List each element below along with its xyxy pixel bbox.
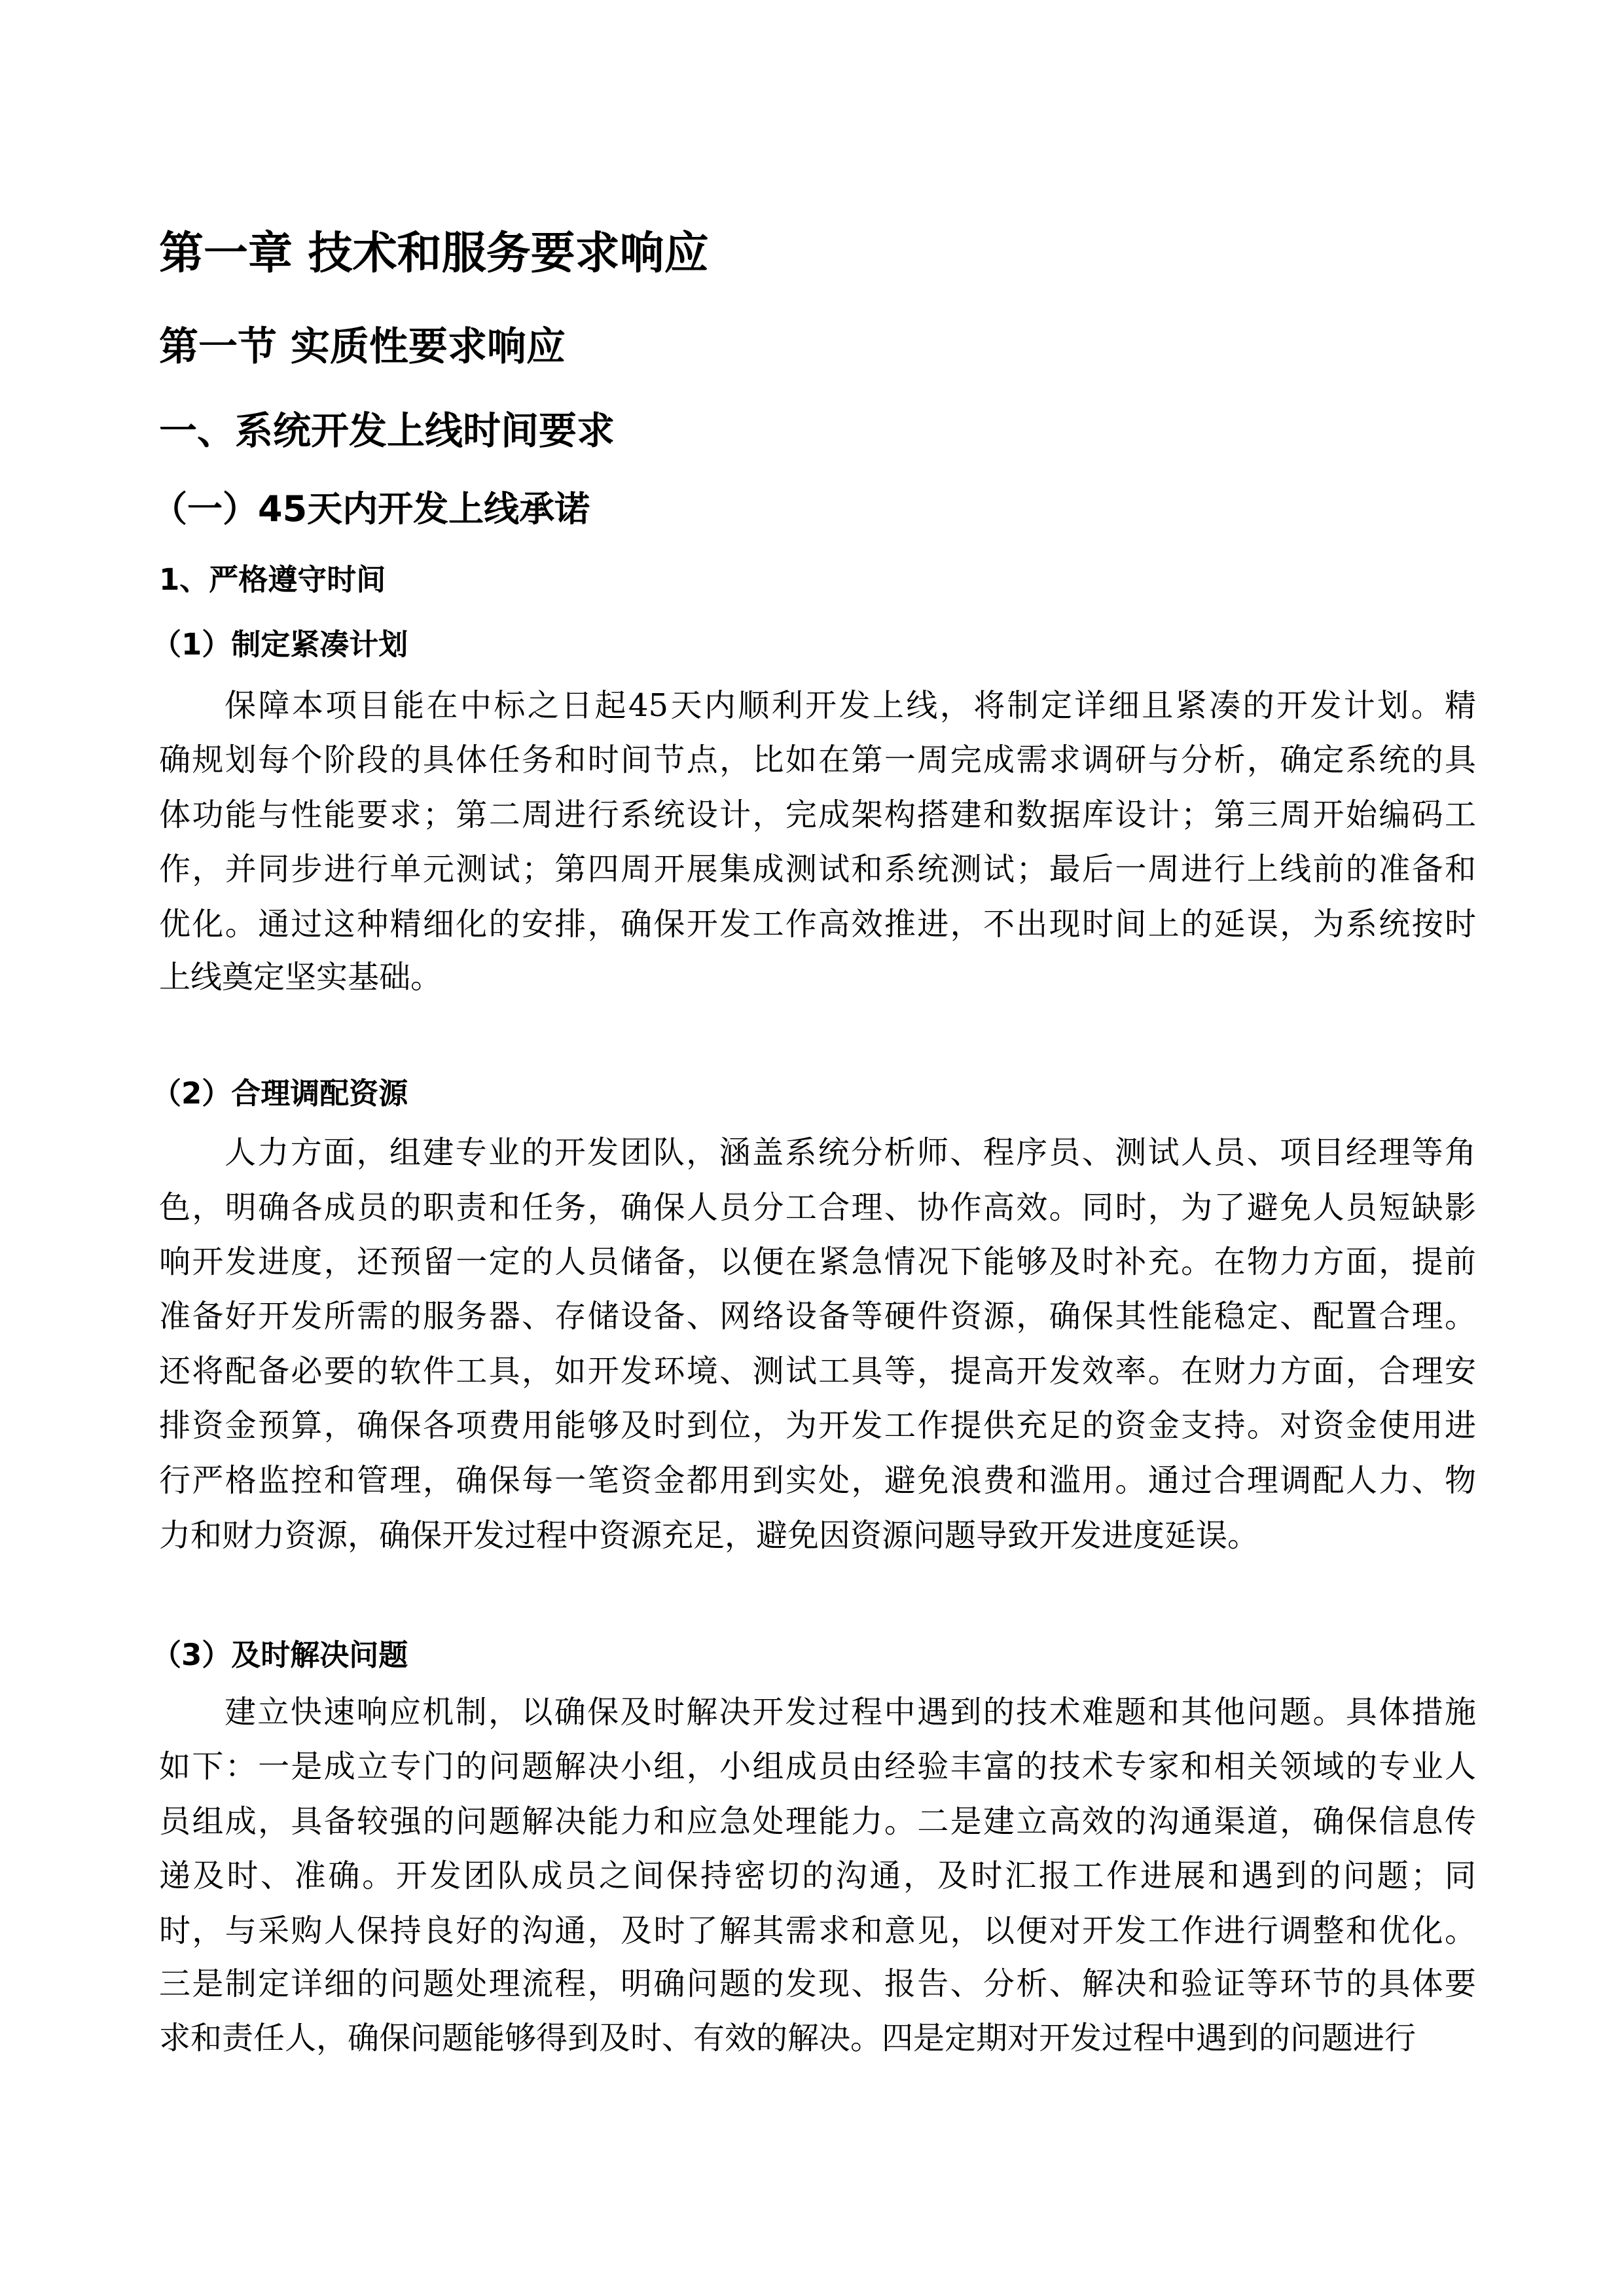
body-line: 力和财力资源，确保开发过程中资源充足，避免因资源问题导致开发进度延误。	[159, 1517, 1259, 1554]
body-line: 三是制定详细的问题处理流程，明确问题的发现、报告、分析、解决和验证等环节的具体要	[159, 1965, 1476, 2002]
body-line: 时，与采购人保持良好的沟通，及时了解其需求和意见，以便对开发工作进行调整和优化。	[159, 1912, 1476, 1949]
body-line: 如下：一是成立专门的问题解决小组，小组成员由经验丰富的技术专家和相关领域的专业人	[159, 1748, 1476, 1785]
body-line: 优化。通过这种精细化的安排，确保开发工作高效推进，不出现时间上的延误，为系统按时	[159, 906, 1476, 942]
heading-level-1: 一、系统开发上线时间要求	[159, 408, 615, 453]
chapter-title: 第一章 技术和服务要求响应	[159, 228, 709, 279]
body-line: 保障本项目能在中标之日起45天内顺利开发上线，将制定详细且紧凑的开发计划。精	[225, 687, 1476, 724]
heading-level-4: （1）制定紧凑计划	[152, 627, 408, 662]
heading-level-4: （3）及时解决问题	[152, 1638, 408, 1672]
body-line: 建立快速响应机制，以确保及时解决开发过程中遇到的技术难题和其他问题。具体措施	[225, 1694, 1476, 1731]
body-line: 人力方面，组建专业的开发团队，涵盖系统分析师、程序员、测试人员、项目经理等角	[225, 1134, 1476, 1171]
body-line: 响开发进度，还预留一定的人员储备，以便在紧急情况下能够及时补充。在物力方面，提前	[159, 1244, 1476, 1280]
heading-level-3: 1、严格遵守时间	[159, 562, 386, 597]
body-line: 还将配备必要的软件工具，如开发环境、测试工具等，提高开发效率。在财力方面，合理安	[159, 1353, 1476, 1390]
body-line: 上线奠定坚实基础。	[159, 959, 442, 996]
body-line: 排资金预算，确保各项费用能够及时到位，为开发工作提供充足的资金支持。对资金使用进	[159, 1407, 1476, 1444]
section-title: 第一节 实质性要求响应	[159, 324, 566, 370]
body-line: 员组成，具备较强的问题解决能力和应急处理能力。二是建立高效的沟通渠道，确保信息传	[159, 1803, 1476, 1840]
body-line: 准备好开发所需的服务器、存储设备、网络设备等硬件资源，确保其性能稳定、配置合理。	[159, 1298, 1476, 1335]
body-line: 求和责任人，确保问题能够得到及时、有效的解决。四是定期对开发过程中遇到的问题进行	[159, 2020, 1416, 2056]
body-line: 确规划每个阶段的具体任务和时间节点，比如在第一周完成需求调研与分析，确定系统的具	[159, 742, 1476, 778]
body-line: 递及时、准确。开发团队成员之间保持密切的沟通，及时汇报工作进展和遇到的问题；同	[159, 1857, 1476, 1894]
body-line: 作，并同步进行单元测试；第四周开展集成测试和系统测试；最后一周进行上线前的准备和	[159, 851, 1476, 888]
heading-level-2: （一）45天内开发上线承诺	[152, 488, 590, 529]
heading-level-4: （2）合理调配资源	[152, 1076, 408, 1111]
body-line: 色，明确各成员的职责和任务，确保人员分工合理、协作高效。同时，为了避免人员短缺影	[159, 1189, 1476, 1226]
body-line: 体功能与性能要求；第二周进行系统设计，完成架构搭建和数据库设计；第三周开始编码工	[159, 797, 1476, 833]
body-line: 行严格监控和管理，确保每一笔资金都用到实处，避免浪费和滥用。通过合理调配人力、物	[159, 1462, 1476, 1499]
